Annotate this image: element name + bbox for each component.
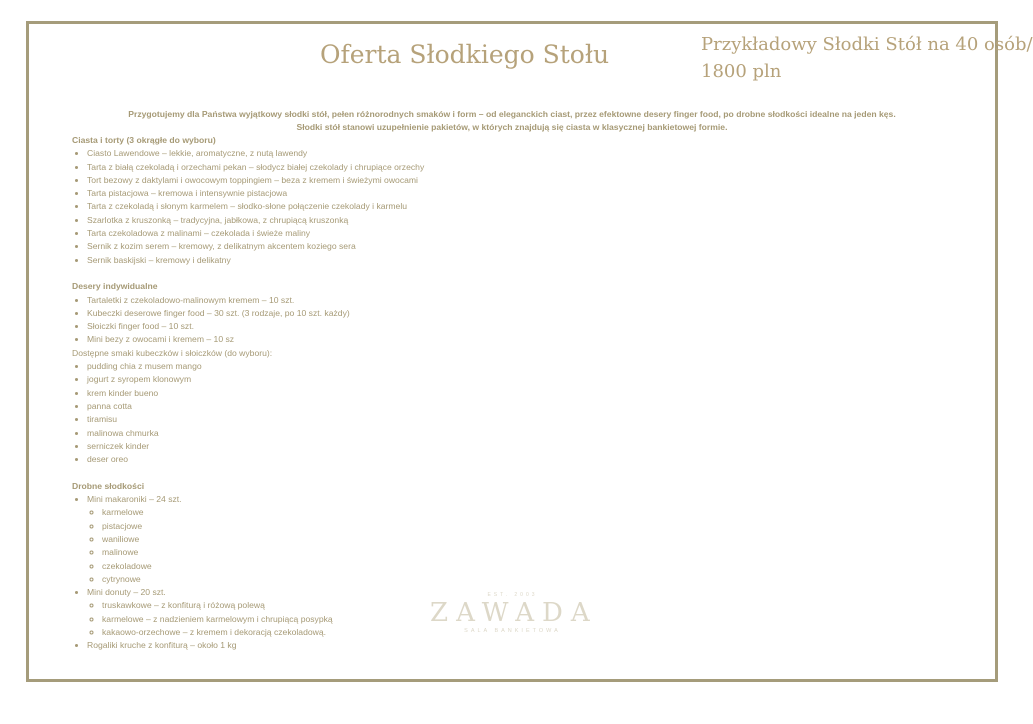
- list-item-makaroniki: [87, 493, 592, 586]
- list-item: • Sernik z kozim serem – kremowy, z delikatnym akcentem koziego sera: [87, 240, 592, 253]
- list-item: ◦ karmelowe: [102, 506, 592, 519]
- spacer: [72, 466, 592, 479]
- logo-name: ZAWADA: [430, 598, 598, 628]
- list-item: • serniczek kinder: [87, 440, 592, 453]
- list-flavors: [72, 360, 592, 466]
- list-item: • Tarta czekoladowa z malinami – czekolada i świeże maliny: [87, 227, 592, 240]
- list-item: • Rogaliki kruche z konfiturą – około 1 kg: [87, 639, 592, 652]
- list-item: • Tartaletki z czekoladowo-malinowym kremem – 10 szt.: [87, 294, 592, 307]
- intro-line-2: Słodki stół stanowi uzupełnienie pakietów, w których znajdują się ciasta w klasycznej bankietowej formie.: [296, 122, 728, 133]
- list-item: ◦ karmelowe – z nadzieniem karmelowym i chrupiącą posypką: [102, 613, 592, 626]
- list-item-label: Mini donuty – 20 szt.: [87, 587, 166, 598]
- list-item: • jogurt z syropem klonowym: [87, 373, 592, 386]
- list-item: ◦ cytrynowe: [102, 573, 592, 586]
- spacer: [72, 267, 592, 280]
- logo-subtitle: SALA BANKIETOWA: [464, 628, 561, 634]
- list-ciasta: [72, 147, 592, 267]
- section-title-desery: Desery indywidualne: [72, 281, 158, 292]
- intro-line-1: Przygotujemy dla Państwa wyjątkowy słodki stół, pełen różnorodnych smaków i form – od eleganckich ciast, przez efektowne desery finger food, po drobne słodkości idealne na jeden kęs.: [128, 109, 896, 119]
- example-offer-price: 1800 pln: [701, 61, 782, 82]
- list-desery: [72, 294, 592, 347]
- list-item: • Szarlotka z kruszonką – tradycyjna, jabłkowa, z chrupiącą kruszonką: [87, 214, 592, 227]
- list-item: ◦ kakaowo-orzechowe – z kremem i dekoracją czekoladową.: [102, 626, 592, 639]
- list-item: • Sernik baskijski – kremowy i delikatny: [87, 254, 592, 267]
- intro-text: [70, 108, 954, 135]
- list-item-label: Mini makaroniki – 24 szt.: [87, 494, 182, 505]
- list-item: • Tarta z białą czekoladą i orzechami pekan – słodycz białej czekolady i chrupiące orzechy: [87, 161, 592, 174]
- list-item: • pudding chia z musem mango: [87, 360, 592, 373]
- list-item: • Słoiczki finger food – 10 szt.: [87, 320, 592, 333]
- list-item: ◦ malinowe: [102, 546, 592, 559]
- section-title-ciasta: Ciasta i torty (3 okrągłe do wyboru): [72, 135, 216, 145]
- list-item: • Tarta z czekoladą i słonym karmelem – słodko-słone połączenie czekolady i karmelu: [87, 200, 592, 213]
- section-title-drobne: Drobne słodkości: [72, 480, 145, 491]
- list-item: ◦ waniliowe: [102, 533, 592, 546]
- list-item: • Ciasto Lawendowe – lekkie, aromatyczne, z nutą lawendy: [87, 147, 592, 160]
- list-item: • Kubeczki deserowe finger food – 30 szt. (3 rodzaje, po 10 szt. każdy): [87, 307, 592, 320]
- list-item: ◦ truskawkowe – z konfiturą i różową polewą: [102, 599, 592, 612]
- zawada-logo: [430, 592, 598, 634]
- menu-content: [72, 134, 592, 653]
- page-title: Oferta Słodkiego Stołu: [320, 40, 610, 69]
- logo-est: EST. 2003: [487, 592, 538, 598]
- list-item: • malinowa chmurka: [87, 427, 592, 440]
- list-item: ◦ czekoladowe: [102, 560, 592, 573]
- flavors-label: Dostępne smaki kubeczków i słoiczków (do wyboru):: [72, 347, 273, 358]
- example-offer: [701, 31, 1033, 85]
- list-item: • krem kinder bueno: [87, 387, 592, 400]
- list-item: • panna cotta: [87, 400, 592, 413]
- list-item: ◦ pistacjowe: [102, 520, 592, 533]
- list-item: • Tort bezowy z daktylami i owocowym toppingiem – beza z kremem i świeżymi owocami: [87, 174, 592, 187]
- list-item: • Mini bezy z owocami i kremem – 10 sz: [87, 333, 592, 346]
- list-item: • Tarta pistacjowa – kremowa i intensywnie pistacjowa: [87, 187, 592, 200]
- list-item: • tiramisu: [87, 413, 592, 426]
- example-offer-line: Przykładowy Słodki Stół na 40 osób/: [701, 34, 1033, 55]
- list-item: • deser oreo: [87, 453, 592, 466]
- sublist-makaroniki: [87, 506, 592, 586]
